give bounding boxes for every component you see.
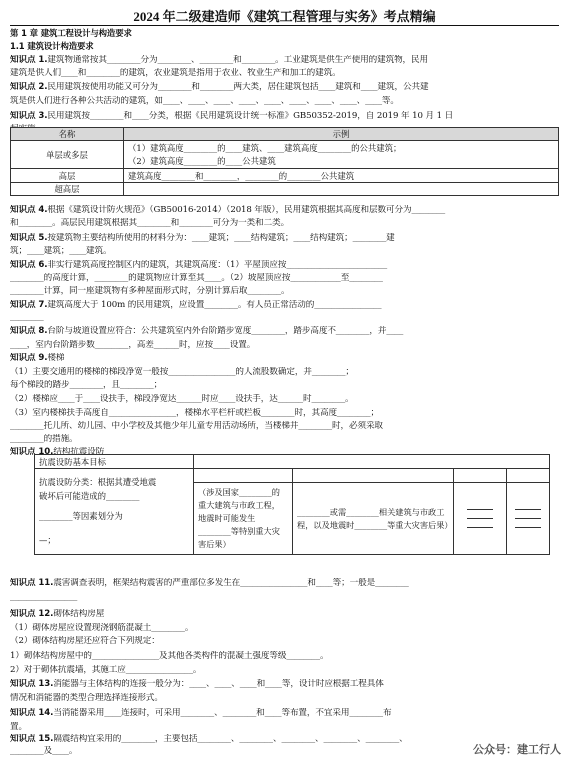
knowledge-text: 每个梯段的踏步________，且________；	[10, 380, 163, 390]
knowledge-line	[10, 693, 561, 704]
knowledge-line	[10, 421, 561, 432]
classification-line: 破坏后可能造成的________	[39, 491, 140, 501]
knowledge-line	[10, 665, 561, 676]
goal-blank	[194, 455, 550, 469]
knowledge-point-label: 知识点 1.	[10, 55, 48, 65]
knowledge-line	[10, 96, 561, 107]
knowledge-point-label: 知识点 7.	[10, 300, 48, 310]
knowledge-point-label: 知识点 5.	[10, 233, 48, 243]
class-cell-c	[454, 483, 507, 555]
knowledge-line	[10, 609, 561, 620]
knowledge-text: ________计算，同一座建筑物有多种屋面形式时，分别计算后取________。	[10, 286, 290, 296]
knowledge-text: ________托儿所、幼儿园、中小学校及其他少年儿童专用活动场所，当楼梯井________时，必须采取	[10, 421, 383, 431]
footer-watermark: 公众号：建工行人	[473, 743, 561, 756]
table-cell-label: 超高层	[11, 183, 124, 196]
class-cell-d	[507, 483, 550, 555]
knowledge-line	[10, 340, 561, 351]
knowledge-text: 建筑高度大于 100m 的民用建筑，应设置________。有人员正常活动的________________	[47, 300, 382, 310]
class-cell-a: （涉及国家________的重大建筑与市政工程，地震时可能发生________等特别重大灾害后果）	[194, 483, 293, 555]
table-cell-value: 建筑高度________和________，________的________公共建筑	[124, 169, 559, 183]
knowledge-text: ________的措施。	[10, 434, 78, 444]
class-header-d	[507, 469, 550, 483]
knowledge-line	[10, 218, 561, 229]
knowledge-line	[10, 82, 561, 93]
knowledge-text: （3）室内楼梯扶手高度自________________，楼梯水平栏杆或栏板________时，其高度________；	[10, 408, 380, 418]
goal-label: 抗震设防基本目标	[35, 455, 194, 469]
knowledge-point-label: 知识点 12.	[10, 609, 54, 619]
class-header-a	[194, 469, 293, 483]
knowledge-point-label: 知识点 15.	[10, 734, 54, 744]
knowledge-line	[10, 708, 561, 719]
section-heading: 1.1 建筑设计构造要求	[10, 41, 94, 51]
building-classification-table	[10, 127, 559, 196]
knowledge-text: 结构抗震设防	[53, 447, 105, 457]
knowledge-text: ____，室内台阶踏步数________，高差______时，应按____设置。	[10, 340, 256, 350]
knowledge-line	[10, 408, 561, 419]
title-rule	[10, 25, 559, 26]
knowledge-text: ________	[10, 312, 44, 322]
knowledge-line	[10, 55, 561, 66]
knowledge-point-label: 知识点 2.	[10, 82, 48, 92]
knowledge-line	[10, 367, 561, 378]
knowledge-text: 非实行建筑高度控制区内的建筑，其建筑高度：（1）平屋顶应按________________________	[47, 260, 388, 270]
knowledge-text: 消能器与主体结构的连接一般分为：____、____、____和____等，设计时应根据工程具体	[53, 679, 384, 689]
knowledge-line	[10, 722, 561, 733]
knowledge-line	[10, 636, 561, 647]
class-header-b	[293, 469, 454, 483]
table-cell-value: （2）建筑高度________的____公共建筑	[124, 155, 559, 169]
knowledge-line	[10, 205, 561, 216]
knowledge-text: 隔震结构宜采用的________，主要包括________、________、________、________、________、	[53, 734, 408, 744]
knowledge-text: 震害调查表明，框架结构震害的严重部位多发生在________________和____等；一般是________	[53, 578, 409, 588]
knowledge-text: ________________	[10, 592, 78, 602]
classification-line: —；	[39, 535, 56, 545]
knowledge-line	[10, 286, 561, 297]
knowledge-point-label: 知识点 6.	[10, 260, 48, 270]
knowledge-line	[10, 592, 561, 603]
table-header-name: 名称	[11, 128, 124, 141]
knowledge-line	[10, 233, 561, 244]
knowledge-text: 按建筑物主要结构所使用的材料分为：____建筑；____结构建筑；____结构建筑；________建	[47, 233, 395, 243]
knowledge-point-label: 知识点 3.	[10, 111, 48, 121]
knowledge-line	[10, 246, 561, 257]
seismic-fortification-table	[34, 454, 550, 555]
knowledge-line	[10, 260, 561, 271]
knowledge-line	[10, 111, 561, 122]
class-cell-b: ________或需________相关建筑与市政工程，以及地震时________等重大灾害后果）	[293, 483, 454, 555]
knowledge-text: 台阶与坡道设置应符合：公共建筑室内外台阶踏步宽度________，踏步高度不________，并____	[47, 326, 404, 336]
knowledge-text: 筑是供人们进行各种公共活动的建筑，如____、____、____、____、____、____、____、____、____等。	[10, 96, 399, 106]
knowledge-text: 民用建筑按________和____分类，根据《民用建筑设计统一标准》GB50352-2019，自 2019 年 10 月 1 日	[47, 111, 454, 121]
knowledge-point-label: 知识点 10.	[10, 447, 54, 457]
knowledge-line	[10, 353, 561, 364]
knowledge-point-label: 知识点 4.	[10, 205, 48, 215]
table-cell-label: 单层或多层	[11, 141, 124, 169]
knowledge-text: 当消能器采用____连接时，可采用________、________和____等布置，不宜采用________布	[53, 708, 392, 718]
knowledge-text: （2）砌体结构房屋还应符合下列规定：	[10, 636, 160, 646]
knowledge-point-label: 知识点 9.	[10, 353, 48, 363]
knowledge-text: ________的高度计算，________的建筑物应计算至其____。（2）坡屋顶应按____________至________	[10, 273, 383, 283]
knowledge-text: 建筑物通常按其________分为________、________和________。工业建筑是供生产使用的建筑物，民用	[47, 55, 429, 65]
knowledge-line	[10, 679, 561, 690]
knowledge-text: 1）砌体结构房屋中的________________及其他各类构件的混凝土强度等级________。	[10, 651, 329, 661]
knowledge-line	[10, 578, 561, 589]
knowledge-point-label: 知识点 8.	[10, 326, 48, 336]
knowledge-text: 民用建筑按使用功能又可分为________和________两大类，居住建筑包括____建筑和____建筑，公共建	[47, 82, 429, 92]
knowledge-line	[10, 623, 561, 634]
knowledge-line	[10, 312, 561, 323]
knowledge-text: （1）砌体房屋应设置现浇钢筋混凝土________。	[10, 623, 194, 633]
knowledge-line	[10, 68, 561, 79]
knowledge-point-label: 知识点 13.	[10, 679, 54, 689]
knowledge-text: 楼梯	[47, 353, 65, 363]
table-cell-value	[124, 183, 559, 196]
knowledge-text: （1）主要交通用的楼梯的梯段净宽一般按________________的人流股数确定，并________；	[10, 367, 354, 377]
page-title: 2024 年二级建造师《建筑工程管理与实务》考点精编	[133, 9, 436, 24]
knowledge-text: 砌体结构房屋	[53, 609, 105, 619]
knowledge-text: 建筑是供人们____和________的建筑，农业建筑是指用于农业、牧业生产和加工的建筑。	[10, 68, 341, 78]
knowledge-text: 2）对于砌体抗震墙，其施工应________________。	[10, 665, 202, 675]
table-header-example: 示例	[124, 128, 559, 141]
class-header-c	[454, 469, 507, 483]
knowledge-point-label: 知识点 11.	[10, 578, 54, 588]
classification-line: 抗震设防分类：根据其遭受地震	[39, 477, 157, 487]
knowledge-text: 和________。高层民用建筑根据其________和________可分为一类和二类。	[10, 218, 290, 228]
table-cell-label: 高层	[11, 169, 124, 183]
knowledge-text: （2）楼梯应____于____设扶手，梯段净宽达______时应____设扶手，达______时________。	[10, 394, 354, 404]
knowledge-line	[10, 300, 561, 311]
classification-line: ________等因素划分为	[39, 511, 123, 521]
classification-label	[35, 469, 194, 555]
knowledge-line	[10, 434, 561, 445]
knowledge-line	[10, 651, 561, 662]
knowledge-line	[10, 394, 561, 405]
knowledge-line	[10, 326, 561, 337]
knowledge-text: 情况和消能器的类型合理选择连接形式。	[10, 693, 163, 703]
table-cell-value: （1）建筑高度________的____建筑、____建筑高度________的公共建筑；	[124, 141, 559, 155]
chapter-heading: 第 1 章 建筑工程设计与构造要求	[10, 28, 132, 38]
knowledge-text: 置。	[10, 722, 27, 732]
knowledge-text: 根据《建筑设计防火规范》（GB50016-2014）（2018 年版），民用建筑根据其高度和层数可分为________	[47, 205, 446, 215]
knowledge-text: 筑；____建筑；____建筑。	[10, 246, 112, 256]
knowledge-line	[10, 380, 561, 391]
knowledge-point-label: 知识点 14.	[10, 708, 54, 718]
knowledge-text: ________及____。	[10, 746, 78, 756]
knowledge-line	[10, 273, 561, 284]
